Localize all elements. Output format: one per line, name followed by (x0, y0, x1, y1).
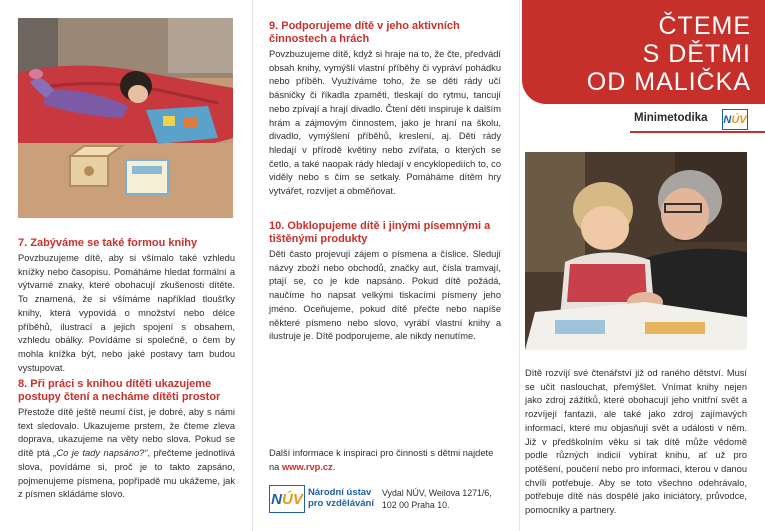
photo-grandmother-reading-with-child (525, 152, 747, 350)
panel-middle (254, 0, 516, 531)
panel-left (0, 0, 250, 531)
rvp-link[interactable]: www.rvp.cz (281, 461, 333, 472)
intro-text: Dítě rozvíjí své čtenářství již od raného dětství. Musí se učit naslouchat, přemýšlet. Vnímat knihy nejen jako zdroj zážitků, které obohacují jeho vnitřní svět a rozvíjejí fantazii, ale také jako zdroj zajímavých informací, které mu objasňují svět a události v něm. Již v předškolním věku si tak dítě může vědomě podle různých indicií vybírat knihu, ať už pro potěšení, poučení nebo pro informaci, kterou v danou chvíli potřebuje. Aby se toto všechno odehrávalo, potřebuje dítě nás dospělé jako iniciátory, průvodce, pomocníky a partnery. (525, 368, 747, 516)
org-line-1: Národní ústav (308, 487, 372, 498)
section-9-heading: 9. Podporujeme dítě v jeho aktivních činnostech a hrách (269, 20, 460, 45)
section-8-text-a: Přestože dítě ještě neumí číst, je dobré, aby s námi text sledovalo. Ukazujeme prstem, že čteme zleva doprava, ukazujeme na věty nebo slova. Pokud se dítě ptá (18, 407, 235, 459)
more-info (269, 447, 501, 474)
intro-text-block (525, 367, 747, 518)
nuv-logo-small-v: ÚV (731, 113, 747, 126)
more-info-suffix: . (332, 461, 336, 472)
footer (269, 485, 509, 519)
panel-right (522, 0, 765, 531)
section-9 (269, 20, 501, 199)
section-9-text: Povzbuzujeme dítě, když si hraje na to, že čte, předvádí obsah knihy, vymýšlí vlastní příběhy či vypráví pohádku nebo příběh. Využíváme toho, že se děti rády učí básničky či říkadla zpaměti, tleskají do rytmu, tancují nebo zpívají a hrají divadlo. Čtení dětí inspiruje k dalším hrám a zájmovým činnostem, jako je hraní na školu, divadlo, vymýšlení příběhů, kreslení, aj. Děti rády hledají v přírodě květiny nebo zvířata, o kterých se četlo, a také naopak rády hledají v encyklopediích to, co viděly nebo s čím se setkaly. Pomáháme dítěm hry vytvářet, rozvíjet a obměňovat. (269, 49, 501, 197)
fold-line-left (252, 0, 253, 531)
nuv-logo-v: ÚV (282, 490, 303, 508)
section-8-heading: 8. Při práci s knihou dítěti ukazujeme postupy čtení a necháme dítěti prostor (18, 378, 221, 403)
more-info-prefix: Další informace k inspiraci pro činnosti s dětmi najdete na (269, 448, 494, 472)
nuv-org-name (308, 487, 374, 509)
section-7 (18, 237, 235, 375)
section-10 (269, 220, 501, 344)
publisher-address (382, 487, 492, 511)
section-8-text (18, 406, 235, 502)
section-7-heading: 7. Zabýváme se také formou knihy (18, 237, 198, 249)
nuv-logo-icon (269, 485, 305, 513)
address-line-2: 102 00 Praha 10. (382, 500, 450, 510)
photo-child-reading-on-floor (18, 18, 233, 218)
brochure-title: ČTEME S DĚTMI OD MALIČKA (586, 12, 751, 96)
subtitle-minimetodika: Minimetodika (634, 112, 708, 124)
title-banner (522, 0, 765, 104)
address-line-1: Vydal NÚV, Weilova 1271/6, (382, 488, 492, 498)
nuv-logo-n: N (271, 490, 282, 508)
more-info-text (269, 447, 501, 474)
nuv-logo-small-n: N (723, 113, 732, 126)
section-10-text: Děti často projevují zájem o písmena a číslice. Sledují názvy zboží nebo obchodů, značky aut, čísla tramvají, ptají se, co je kde napsáno. Pokud dítě požádá, naučíme ho napsat velkými tiskacími písmeny jeho jméno. Oceňujeme, pokud dítě přečte nebo napíše některé písmeno nebo slovo, vyrábí vlastní knihy a ilustruje je. Dítě podporujeme, ale nikdy nenutíme. (269, 249, 501, 342)
section-8-text-b: , přečteme jednotlivá slova, povídáme si, proč je to takto zapsáno, pojmenujeme písmena, popřípadě mu ukážeme, jak z písmen skládáme slovo. (18, 448, 235, 500)
fold-line-right (519, 0, 520, 531)
nuv-logo-small-icon (722, 109, 748, 130)
section-8 (18, 378, 235, 502)
section-10-heading: 10. Obklopujeme dítě i jinými písemnými a tištěnými produkty (269, 220, 491, 245)
subtitle-rule (630, 131, 765, 133)
org-line-2: pro vzdělávání (308, 498, 374, 509)
section-8-quote: „Co je tady napsáno?“ (53, 448, 148, 459)
section-7-text: Povzbuzujeme dítě, aby si všímalo také vzhledu knížky nebo časopisu. Pomáháme hledat formální a výtvarné znaky, které obohacují zkušenosti dítěte. To znamená, že si všímáme například tloušťky knihy, která vypovídá o množství nebo délce příběhů, ilustrací a jejich spojení s obsahem, vzhledu obálky. Povídáme si společně, o čem by mohla knížka být, nebo jaké postavy tam budou vystupovat. (18, 253, 235, 373)
